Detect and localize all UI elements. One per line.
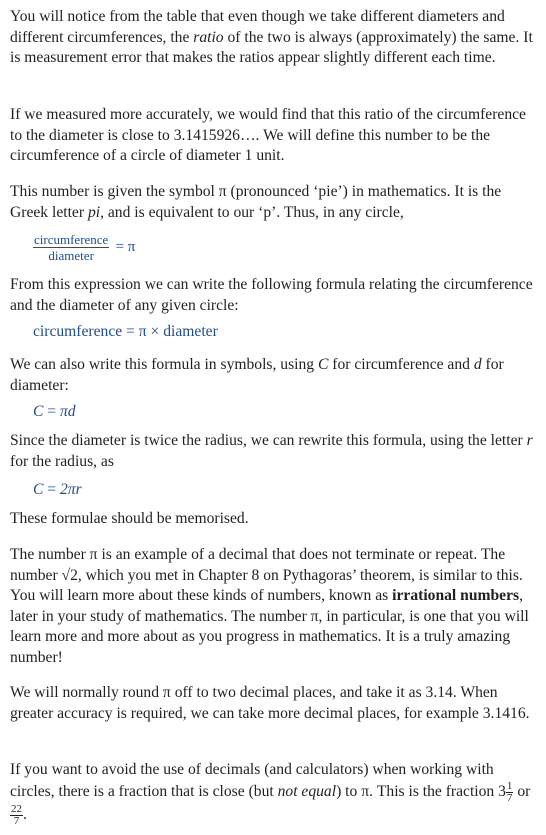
mixed-numerator: 1	[506, 779, 513, 792]
symbol-d: d	[473, 356, 482, 373]
formula-c-2pi-r	[33, 480, 82, 501]
text: This number is given the symbol π (pronounced ‘pie’) in mathematics. It is the Greek letter	[10, 183, 502, 221]
text: The number π is an example of a decimal that does not terminate or repeat. The number √2, which you met in Chapter 8 on Pythagoras’ theorem, is similar to this. You will learn more about these kinds of numbers, known as	[10, 546, 523, 605]
mixed-denominator: 7	[506, 791, 513, 804]
emphasis-not-equal: not equal	[277, 782, 337, 800]
formula-lhs: C	[33, 481, 44, 498]
paragraph-expression	[10, 275, 538, 316]
text: If you want to avoid the use of decimals (and calculators) when working with circles, there is a fraction that is close (but	[10, 761, 494, 800]
text: These formulae should be memorised.	[10, 510, 249, 527]
text: We will normally round π off to two decimal places, and take it as 3.14. When greater accuracy is required, we can take more decimal places, for example 3.1416.	[10, 684, 530, 722]
text: , and is equivalent to our ‘p’. Thus, in any circle,	[100, 203, 404, 221]
text: If we measured more accurately, we would find that this ratio of the circumference to the diameter is close to 3.1415926…. We will define this number to be the circumference of a circle of diameter 1 unit.	[10, 106, 526, 165]
fraction-denominator: 7	[13, 814, 20, 827]
text: for the radius, as	[10, 452, 114, 470]
fraction-22-7	[10, 804, 23, 827]
paragraph-fraction	[10, 760, 538, 827]
formula-c-pi-d	[33, 402, 76, 423]
formula-eq: =	[43, 403, 60, 420]
formula-rhs: = π	[115, 239, 136, 256]
paragraph-radius	[10, 431, 538, 472]
symbol-C: C	[317, 356, 329, 373]
symbol-r: r	[526, 432, 533, 449]
fraction-numerator: circumference	[34, 232, 109, 247]
paragraph-symbols	[10, 355, 538, 396]
formula-lhs: C	[33, 403, 44, 420]
text: We can also write this formula in symbols, using	[10, 356, 318, 373]
paragraph-accuracy	[10, 105, 538, 167]
formula-ratio	[33, 232, 135, 263]
emphasis-pi: pi	[87, 203, 101, 221]
formula-rhs: 2πr	[60, 481, 82, 498]
formula-eq: =	[43, 481, 60, 498]
text: Since the diameter is twice the radius, we can rewrite this formula, using the letter	[10, 432, 527, 449]
term-irrational-numbers: irrational numbers	[392, 587, 520, 605]
formula-rhs: πd	[60, 403, 76, 420]
text: , later in your study of mathematics. The number π, in particular, is one that you will learn more and more about as you progress in mathematics. It is a truly amazing number!	[10, 587, 529, 666]
fraction-numerator: 22	[11, 802, 22, 815]
fraction-denominator: diameter	[48, 248, 94, 263]
formula-text: circumference = π × diameter	[33, 323, 218, 340]
paragraph-rounding	[10, 683, 538, 724]
paragraph-ratio	[10, 7, 538, 69]
formula-circumference-diameter	[33, 322, 218, 343]
paragraph-symbol-pi	[10, 182, 538, 223]
text: ) to π. This is the fraction 3	[336, 782, 506, 800]
text: for circumference and	[328, 356, 474, 373]
text: .	[23, 805, 27, 823]
text: From this expression we can write the following formula relating the circumference and the diameter of any given circle:	[10, 276, 533, 314]
text: or	[513, 782, 531, 800]
text: You will notice from the table that even though we take different diameters and different circumferences, the	[10, 8, 505, 46]
paragraph-irrational	[10, 545, 538, 669]
emphasis-ratio: ratio	[193, 28, 224, 46]
fraction	[33, 232, 109, 263]
text: for diameter:	[10, 356, 504, 394]
paragraph-memorise	[10, 509, 249, 530]
text: of the two is always (approximately) the same. It is measurement error that makes the ratios appear slightly different each time.	[10, 28, 533, 67]
